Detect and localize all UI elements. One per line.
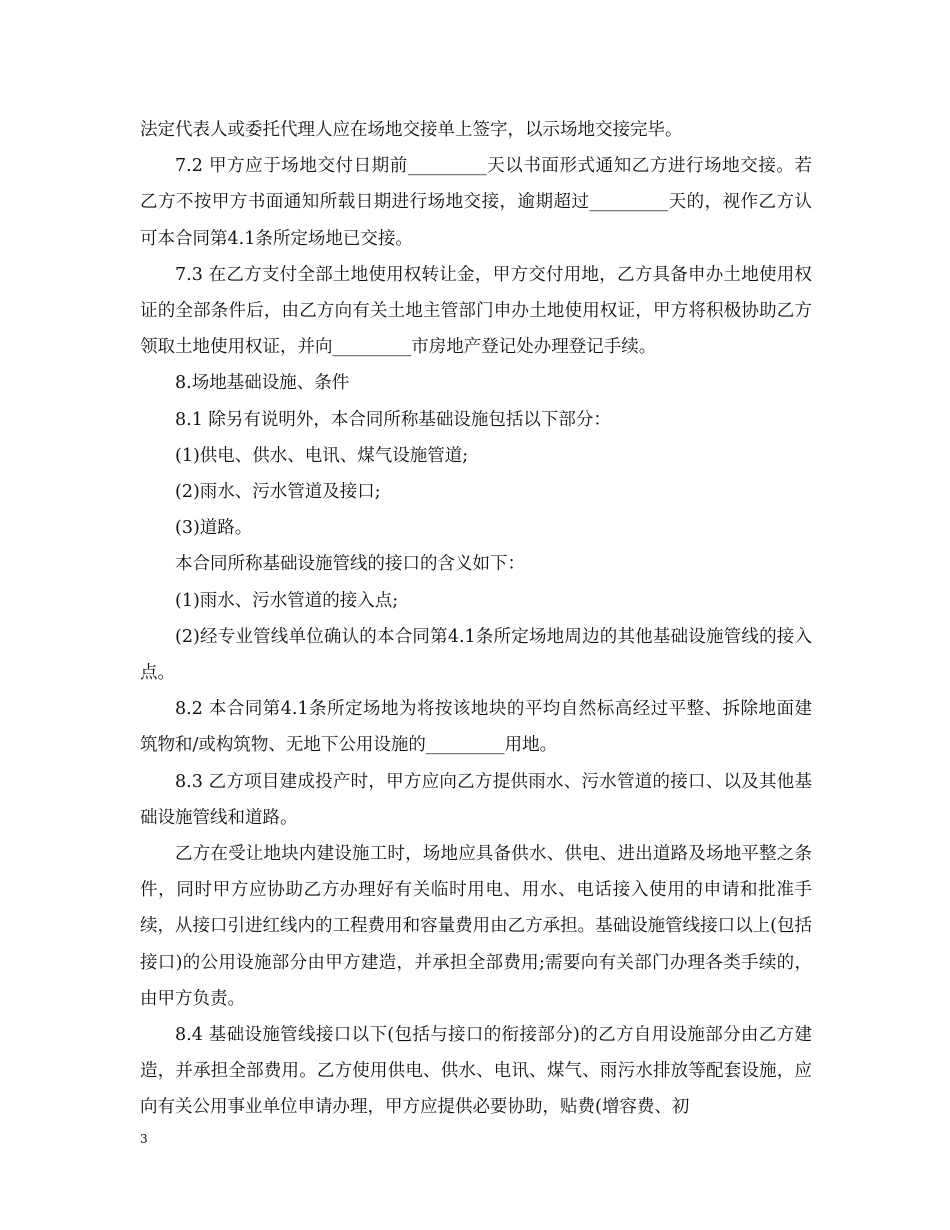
page-number: 3: [140, 1132, 148, 1146]
document-body: [140, 112, 812, 1126]
paragraph-7-2: 7.2 甲方应于场地交付日期前_________天以书面形式通知乙方进行场地交接。若乙方不按甲方书面通知所载日期进行场地交接，逾期超过_________天的，视作乙方认可本合同第4.1条所定场地已交接。: [140, 156, 812, 249]
paragraph-8-2: 8.2 本合同第4.1条所定场地为将按该地块的平均自然标高经过平整、拆除地面建筑物和/或构筑物、无地下公用设施的_________用地。: [140, 699, 812, 756]
paragraph-7-3: 7.3 在乙方支付全部土地使用权转让金，甲方交付用地，乙方具备申办土地使用权证的全部条件后，由乙方向有关土地主管部门申办土地使用权证，甲方将积极协助乙方领取土地使用权证，并向_________市房地产登记处办理登记手续。: [140, 264, 812, 358]
list-item-2: (2)雨水、污水管道及接口;: [175, 482, 381, 503]
section-heading-8: 8.场地基础设施、条件: [175, 373, 350, 394]
interface-item-1: (1)雨水、污水管道的接入点;: [175, 590, 399, 611]
paragraph-8-1: 8.1 除另有说明外，本合同所称基础设施包括以下部分：: [175, 409, 611, 430]
paragraph-interface-definition: 本合同所称基础设施管线的接口的含义如下：: [175, 554, 525, 575]
paragraph-8-3: 8.3 乙方项目建成投产时，甲方应向乙方提供雨水、污水管道的接口、以及其他基础设施管线和道路。: [140, 771, 812, 828]
paragraph-construction-conditions: 乙方在受让地块内建设施工时，场地应具备供水、供电、进出道路及场地平整之条件，同时甲方应协助乙方办理好有关临时用电、用水、电话接入使用的申请和批准手续，从接口引进红线内的工程费用和容量费用由乙方承担。基础设施管线接口以上(包括接口)的公用设施部分由甲方建造，并承担全部费用;需要向有关部门办理各类手续的，由甲方负责。: [140, 844, 812, 1009]
list-item-3: (3)道路。: [175, 518, 253, 539]
list-item-1: (1)供电、供水、电讯、煤气设施管道;: [175, 445, 469, 466]
paragraph-8-4: 8.4 基础设施管线接口以下(包括与接口的衔接部分)的乙方自用设施部分由乙方建造，并承担全部费用。乙方使用供电、供水、电讯、煤气、雨污水排放等配套设施，应向有关公用事业单位申请办理，甲方应提供必要协助，贴费(增容费、初: [140, 1025, 812, 1118]
paragraph-handover-signature: 法定代表人或委托代理人应在场地交接单上签字，以示场地交接完毕。: [140, 120, 683, 140]
interface-item-2: (2)经专业管线单位确认的本合同第4.1条所定场地周边的其他基础设施管线的接入点。: [140, 626, 812, 684]
